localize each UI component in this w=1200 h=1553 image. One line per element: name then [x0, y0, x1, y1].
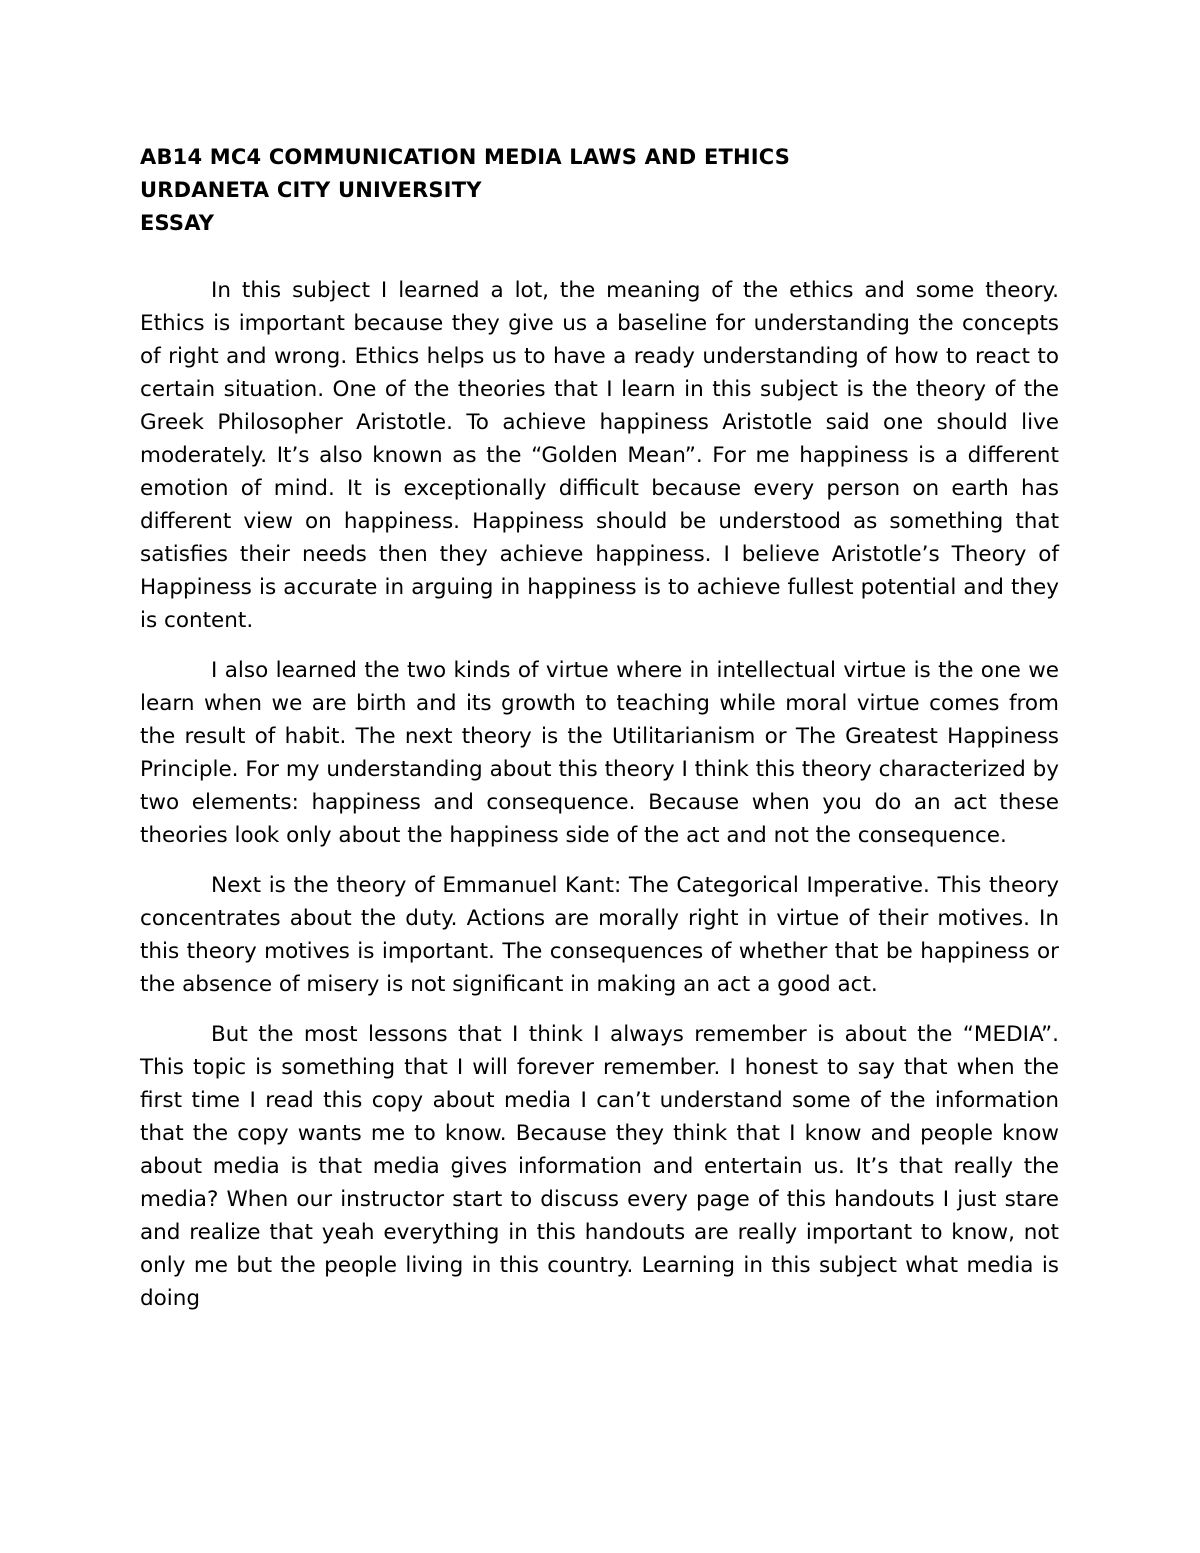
university-name: URDANETA CITY UNIVERSITY [140, 178, 482, 202]
course-title: AB14 MC4 COMMUNICATION MEDIA LAWS AND ETHICS [140, 145, 791, 169]
header-block [140, 141, 1059, 240]
paragraph-3: Next is the theory of Emmanuel Kant: The Categorical Imperative. This theory concentrates about the duty. Actions are morally right in virtue of their motives. In this theory motives is important. The consequences of whether that be happiness or the absence of misery is not significant in making an act a good act. [140, 873, 1059, 997]
document-page [140, 141, 1059, 1332]
paragraph-1: In this subject I learned a lot, the meaning of the ethics and some theory. Ethics is important because they give us a baseline for understanding the concepts of right and wrong. Ethics helps us to have a ready understanding of how to react to certain situation. One of the theories that I learn in this subject is the theory of the Greek Philosopher Aristotle. To achieve happiness Aristotle said one should live moderately. It’s also known as the “Golden Mean”. For me happiness is a different emotion of mind. It is exceptionally difficult because every person on earth has different view on happiness. Happiness should be understood as something that satisfies their needs then they achieve happiness. I believe Aristotle’s Theory of Happiness is accurate in arguing in happiness is to achieve fullest potential and they is content. [140, 278, 1059, 633]
paragraph-4: But the most lessons that I think I always remember is about the “MEDIA”. This topic is something that I will forever remember. I honest to say that when the first time I read this copy about media I can’t understand some of the information that the copy wants me to know. Because they think that I know and people know about media is that media gives information and entertain us. It’s that really the media? When our instructor start to discuss every page of this handouts I just stare and realize that yeah everything in this handouts are really important to know, not only me but the people living in this country. Learning in this subject what media is doing [140, 1022, 1059, 1311]
document-type: ESSAY [140, 211, 215, 235]
paragraph-2: I also learned the two kinds of virtue where in intellectual virtue is the one we learn when we are birth and its growth to teaching while moral virtue comes from the result of habit. The next theory is the Utilitarianism or The Greatest Happiness Principle. For my understanding about this theory I think this theory characterized by two elements: happiness and consequence. Because when you do an act these theories look only about the happiness side of the act and not the consequence. [140, 658, 1059, 848]
